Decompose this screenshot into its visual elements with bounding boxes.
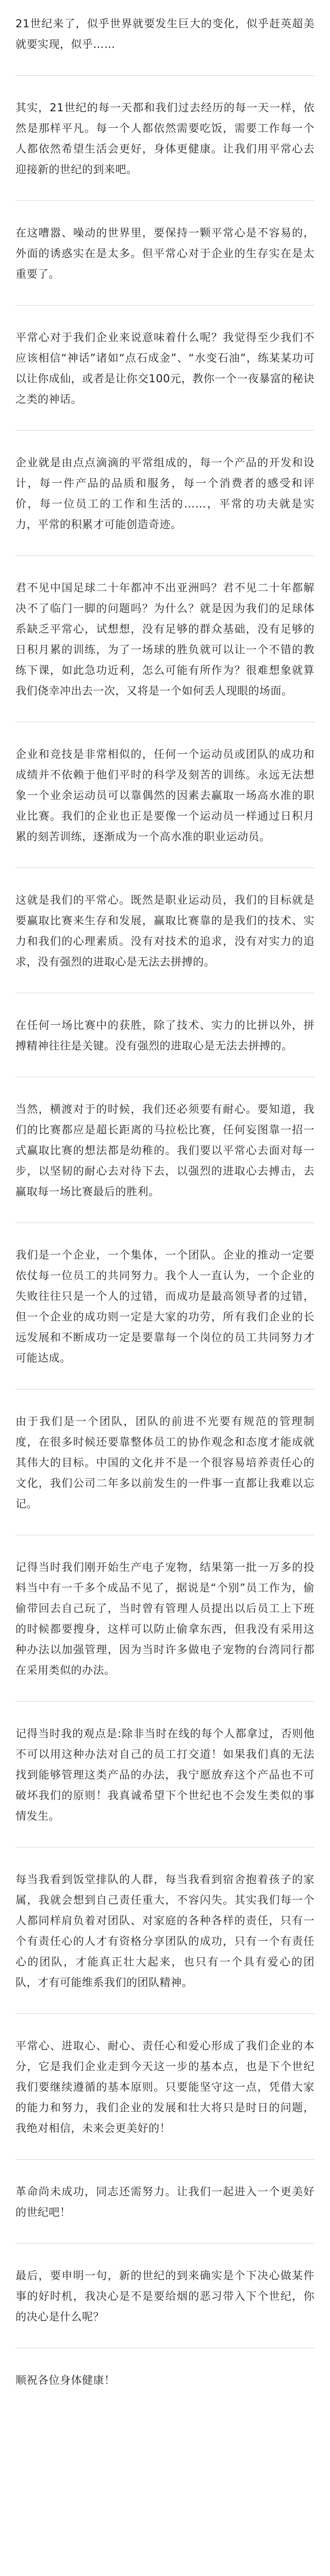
paragraph-management: 由于我们是一个团队，团队的前进不光要有规范的管理制度，在很多时候还要靠整体员工的协作观念和态度才能成就其伟大的目标。中国的文化并不是一个很容易培养责任心的文化，我们公司二年多以前发生的一件事一直都让我难以忘记。 <box>15 1415 315 1510</box>
paragraph-divider <box>15 555 315 556</box>
paragraph-divider <box>15 1847 315 1848</box>
paragraph-responsibility: 每当我看到饭堂排队的人群，每当我看到宿舍抱着孩子的家属，我就会想到自己责任重大，不容闪失。其实我们每一个人都同样肩负着对团队、对家庭的各种各样的责任，只有一个有责任心的人才有资格分享团队的成功，只有一个有责任心的团队，才能真正壮大起来，也只有一个具有爱心的团队，才有可能维系我们的团队精神。 <box>15 1873 315 1989</box>
paragraph-intro: 21世纪来了，似乎世界就要发生巨大的变化，似乎赶英超美就要实现，似乎…… <box>15 18 315 50</box>
paragraph-noisy-world: 在这嘈嚣、噪动的世界里，要保持一颗平常心是不容易的，外面的诱惑实在是太多。但平常心对于企业的生存实在是太重要了。 <box>15 227 315 280</box>
paragraph-fighting-spirit: 在任何一场比赛中的获胜，除了技术、实力的比拼以外，拼搏精神往往是关键。没有强烈的进取心是无法去拼搏的。 <box>15 1019 315 1052</box>
paragraph-football: 君不见中国足球二十年都冲不出亚洲吗？君不见二十年都解决不了临门一脚的问题吗？为什么？就是因为我们的足球体系缺乏平常心，试想想，没有足够的群众基础，没有足够的日积月累的训练，为了一场球的胜负就可以让一个不错的教练下课，如此急功近利，怎么可能有所作为？很难想象就算我们侥幸冲出去一次，又将是一个如何丢人现眼的场面。 <box>15 582 315 697</box>
paragraph-ordinary-days: 其实，21世纪的每一天都和我们过去经历的每一天一样，依然是那样平凡。每一个人都依然需要吃饭，需要工作每一个人都依然希望生活会更好，身体更健康。让我们用平常心去迎接新的世纪的到来吧。 <box>15 101 315 176</box>
paragraph-resolution: 最后，要申明一句，新的世纪的到来确实是个下决心做某件事的好时机，我决心是不是要给烟的恶习带入下个世纪，你的决心是什么呢？ <box>15 2269 315 2323</box>
paragraph-divider <box>15 2159 315 2160</box>
paragraph-e-pet-story: 记得当时我们刚开始生产电子宠物，结果第一批一万多的投料当中有一千多个成品不见了，据说是“个别”员工作为，偷偷带回去自己玩了，当时曾有管理人员提出以后员工上下班的时候都要搜身，这样可以防止偷拿东西，但我没有采用这种办法以加强管理，因为当时许多做电子宠物的台湾同行都在采用类似的办法。 <box>15 1561 315 1676</box>
paragraph-everyday-details: 企业就是由点点滴滴的平常组成的，每一个产品的开发和设计，每一件产品的品质和服务，每一个消费者的感受和评价，每一位员工的工作和生活的……，平常的功夫就是实力，平常的积累才可能创造奇迹。 <box>15 456 315 531</box>
paragraph-divider <box>15 200 315 201</box>
paragraph-no-myths: 平常心对于我们企业来说意味着什么呢？我觉得至少我们不应该相信“神话”诸如“点石成金”、“水变石油”，练某某功可以让你成仙，或者是让你交100元，教你一个一夜暴富的秘诀之类的神话。 <box>15 331 315 405</box>
paragraph-core-values: 平常心、进取心、耐心、责任心和爱心形成了我们企业的本分，它是我们企业走到今天这一步的基本点，也是下个世纪我们要继续遵循的基本原则。只要能坚守这一点，凭借大家的能力和努力，我们企业的发展和壮大将只是时日的问题，我绝对相信，未来会更美好的！ <box>15 2040 315 2134</box>
paragraph-divider <box>15 75 315 76</box>
paragraph-divider <box>15 430 315 431</box>
paragraph-divider <box>15 305 315 306</box>
paragraph-closing-wish: 顺祝各位身体健康！ <box>15 2374 116 2386</box>
paragraph-patience: 当然，横渡对于的时候，我们还必须要有耐心。要知道，我们的比赛都应是超长距离的马拉松比赛，任何妄图靠一招一式赢取比赛的想法都是幼稚的。我们要以平常心去面对每一步，以坚韧的耐心去对待下去，以强烈的进取心去搏击，去赢取每一场比赛最后的胜利。 <box>15 1103 315 1198</box>
paragraph-professional: 这就是我们的平常心。既然是职业运动员，我们的目标就是要赢取比赛来生存和发展，赢取比赛靠的是我们的技术、实力和我们的心理素质。没有对技术的追求，没有对实力的追求，没有强烈的进取心是无法去拼搏的。 <box>15 894 315 968</box>
paragraph-principle: 记得当时我的观点是:除非当时在线的每个人都拿过，否则他不可以用这种办法对自己的员工打交道！如果我们真的无法找到能够管理这类产品的办法，我宁愿放弃这个产品也不可破坏我们的原则！我真诚希望下个世纪也不会发生类似的事情发生。 <box>15 1727 315 1822</box>
paragraph-divider <box>15 1701 315 1702</box>
paragraph-team: 我们是一个企业，一个集体，一个团队。企业的推动一定要依仗每一位员工的共同努力。我个人一直认为，一个企业的失败往往只是一个人的过错，而成功是最高领导者的过错，但一个企业的成功则一定是大家的功劳，所有我们企业的长远发展和不断成功一定是要靠每一个岗位的员工共同努力才可能达成。 <box>15 1249 315 1364</box>
paragraph-athletes: 企业和竞技是非常相似的，任何一个运动员或团队的成功和成绩并不依赖于他们平时的科学及刻苦的训练。永远无法想象一个业余运动员可以靠偶然的因素去赢取一场高水准的职业比赛。我们的企业也正是要像一个运动员一样通过日积月累的刻苦训练，逐渐成为一个高水准的职业运动员。 <box>15 748 315 843</box>
paragraph-divider <box>15 2013 315 2014</box>
paragraph-divider <box>15 2243 315 2244</box>
paragraph-revolution: 革命尚未成功，同志还需努力。让我们一起进入一个更美好的世纪吧！ <box>15 2185 315 2218</box>
